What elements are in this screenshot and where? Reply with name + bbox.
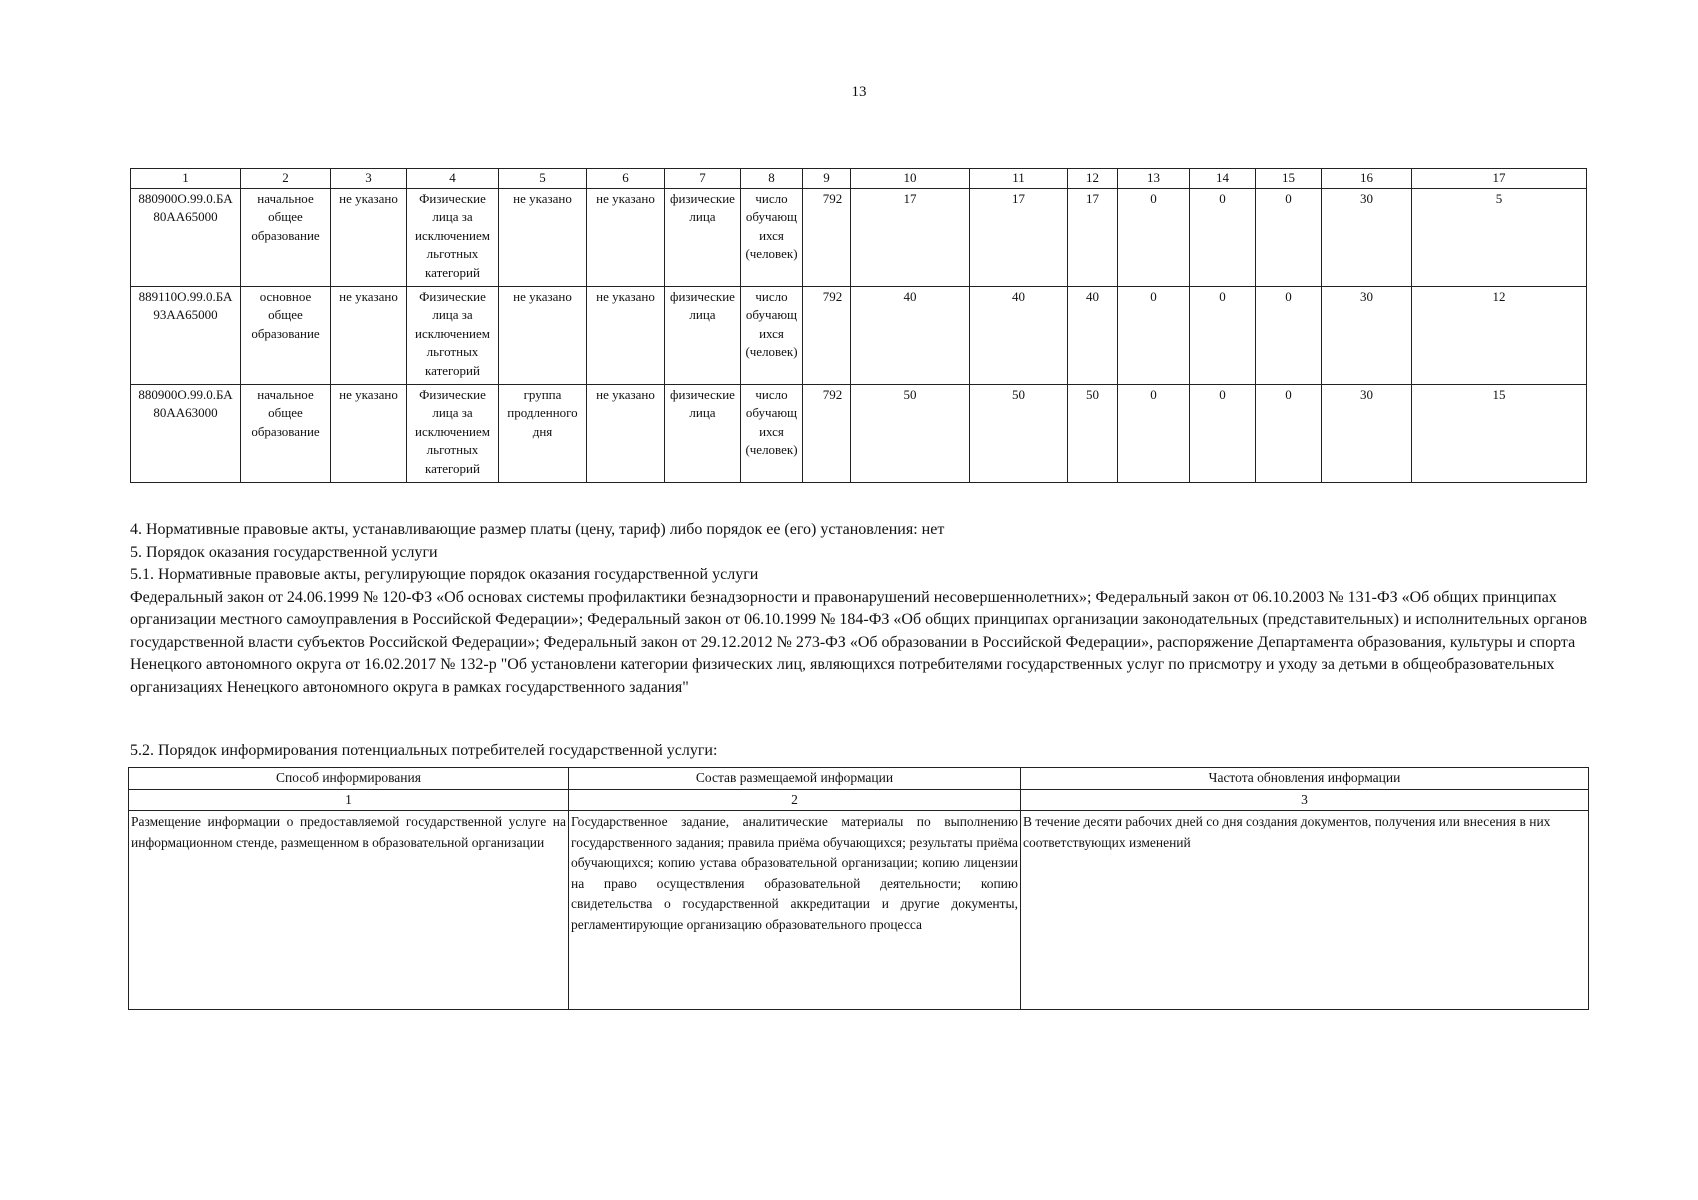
column-number-cell: 3 — [331, 169, 407, 189]
laws-paragraph: Федеральный закон от 24.06.1999 № 120-ФЗ «Об основах системы профилактики безнадзорности и правонарушений несовершеннолетних»; Федеральный закон от 06.10.2003 № 131-ФЗ «Об общих принципах организации местного самоуправления в Российской Федерации»; Федеральный закон от 06.10.1999 № 184-ФЗ «Об общих принципах организации законодательных (представительных) и исполнительных органов государственной власти субъектов Российской Федерации»; Федеральный закон от 29.12.2012 № 273-ФЗ «Об образовании в Российской Федерации», распоряжение Департамента образования, культуры и спорта Ненецкого автономного округа от 16.02.2017 № 132-р "Об установлени категории физических лиц, являющихся потребителями государственных услуг по присмотру и уходу за детьми в общеобразовательных организациях Ненецкого автономного округа в рамках государственного задания" — [130, 588, 1588, 696]
table-cell: 50 — [1068, 384, 1118, 482]
table-cell: Физические лица за исключением льготных категорий — [407, 286, 499, 384]
table-cell: число обучающ ихся (человек) — [741, 188, 803, 286]
table-cell: начальное общее образование — [241, 384, 331, 482]
table-cell: 5 — [1412, 188, 1587, 286]
table-cell: число обучающ ихся (человек) — [741, 384, 803, 482]
column-number-cell: 17 — [1412, 169, 1587, 189]
column-number-cell: 4 — [407, 169, 499, 189]
table-cell: 0 — [1190, 384, 1256, 482]
section-5-1-heading: 5.1. Нормативные правовые акты, регулирующие порядок оказания государственной услуги — [130, 566, 759, 583]
info-content-cell: Государственное задание, аналитические материалы по выполнению государственного задания; правила приёма обучающихся; результаты приёма обучающихся; копию устава образовательной организации; копию лицензии на право осуществления образовательной деятельности; копию свидетельства о государственной аккредитации и другие документы, регламентирующие организацию образовательного процесса — [569, 811, 1021, 1010]
section-4-payment-acts: 4. Нормативные правовые акты, устанавливающие размер платы (цену, тариф) либо порядок ее (его) установления: нет — [130, 521, 945, 538]
column-number-cell: 11 — [970, 169, 1068, 189]
table-cell: 50 — [851, 384, 970, 482]
table-cell: 792 — [803, 384, 851, 482]
info-header-content: Состав размещаемой информации — [569, 768, 1021, 790]
info-header-method: Способ информирования — [129, 768, 569, 790]
info-number-cell: 2 — [569, 789, 1021, 811]
table-cell: не указано — [331, 384, 407, 482]
table-cell: 0 — [1256, 384, 1322, 482]
table-cell: не указано — [587, 286, 665, 384]
table-cell: 0 — [1256, 286, 1322, 384]
column-number-cell: 16 — [1322, 169, 1412, 189]
table-cell: 0 — [1190, 188, 1256, 286]
table-cell: 0 — [1190, 286, 1256, 384]
column-number-cell: 1 — [131, 169, 241, 189]
table-cell: не указано — [499, 286, 587, 384]
column-number-cell: 8 — [741, 169, 803, 189]
table-row — [131, 384, 1587, 482]
info-number-cell: 1 — [129, 789, 569, 811]
column-number-cell: 7 — [665, 169, 741, 189]
table-row — [131, 286, 1587, 384]
table-cell: 0 — [1118, 286, 1190, 384]
table-row — [131, 188, 1587, 286]
info-header-row — [129, 768, 1589, 790]
table-cell: 17 — [851, 188, 970, 286]
column-number-row — [131, 169, 1587, 189]
table-cell: 30 — [1322, 286, 1412, 384]
service-volume-table — [130, 168, 1587, 483]
text-sections — [130, 519, 1590, 699]
table-cell: не указано — [499, 188, 587, 286]
table-cell: 12 — [1412, 286, 1587, 384]
table-cell: основное общее образование — [241, 286, 331, 384]
table-cell: не указано — [331, 188, 407, 286]
table-cell: 17 — [970, 188, 1068, 286]
table-cell: Физические лица за исключением льготных категорий — [407, 384, 499, 482]
table-cell: 792 — [803, 188, 851, 286]
table-cell: физические лица — [665, 188, 741, 286]
column-number-cell: 13 — [1118, 169, 1190, 189]
table-cell: группа продленного дня — [499, 384, 587, 482]
table-cell: не указано — [587, 188, 665, 286]
table-cell: 17 — [1068, 188, 1118, 286]
table-cell: 880900О.99.0.БА 80АА65000 — [131, 188, 241, 286]
page-number: 13 — [851, 84, 867, 100]
table-cell: 15 — [1412, 384, 1587, 482]
column-number-cell: 9 — [803, 169, 851, 189]
column-number-cell: 5 — [499, 169, 587, 189]
info-number-cell: 3 — [1021, 789, 1589, 811]
table-cell: 0 — [1118, 384, 1190, 482]
column-number-cell: 10 — [851, 169, 970, 189]
informing-table — [128, 767, 1589, 1010]
info-method-cell: Размещение информации о предоставляемой государственной услуге на информационном стенде, размещенном в образовательной организации — [129, 811, 569, 1010]
table-cell: 40 — [1068, 286, 1118, 384]
table-cell: 50 — [970, 384, 1068, 482]
info-header-frequency: Частота обновления информации — [1021, 768, 1589, 790]
info-data-row — [129, 811, 1589, 1010]
table-cell: 40 — [970, 286, 1068, 384]
column-number-cell: 6 — [587, 169, 665, 189]
column-number-cell: 14 — [1190, 169, 1256, 189]
table-cell: физические лица — [665, 286, 741, 384]
table-cell: 0 — [1118, 188, 1190, 286]
table-cell: 0 — [1256, 188, 1322, 286]
table-cell: 40 — [851, 286, 970, 384]
table-cell: 889110О.99.0.БА 93АА65000 — [131, 286, 241, 384]
section-5-2-heading: 5.2. Порядок информирования потенциальных потребителей государственной услуги: — [130, 742, 718, 759]
table-cell: не указано — [331, 286, 407, 384]
table-cell: 792 — [803, 286, 851, 384]
column-number-cell: 2 — [241, 169, 331, 189]
table-cell: число обучающ ихся (человек) — [741, 286, 803, 384]
table-cell: Физические лица за исключением льготных категорий — [407, 188, 499, 286]
table-cell: 880900О.99.0.БА 80АА63000 — [131, 384, 241, 482]
section-5-procedure: 5. Порядок оказания государственной услуги — [130, 543, 438, 561]
column-number-cell: 12 — [1068, 169, 1118, 189]
table-cell: 30 — [1322, 384, 1412, 482]
table-cell: начальное общее образование — [241, 188, 331, 286]
info-number-row — [129, 789, 1589, 811]
column-number-cell: 15 — [1256, 169, 1322, 189]
table-cell: не указано — [587, 384, 665, 482]
table-cell: физические лица — [665, 384, 741, 482]
info-frequency-cell: В течение десяти рабочих дней со дня создания документов, получения или внесения в них соответствующих изменений — [1021, 811, 1589, 1010]
table-cell: 30 — [1322, 188, 1412, 286]
